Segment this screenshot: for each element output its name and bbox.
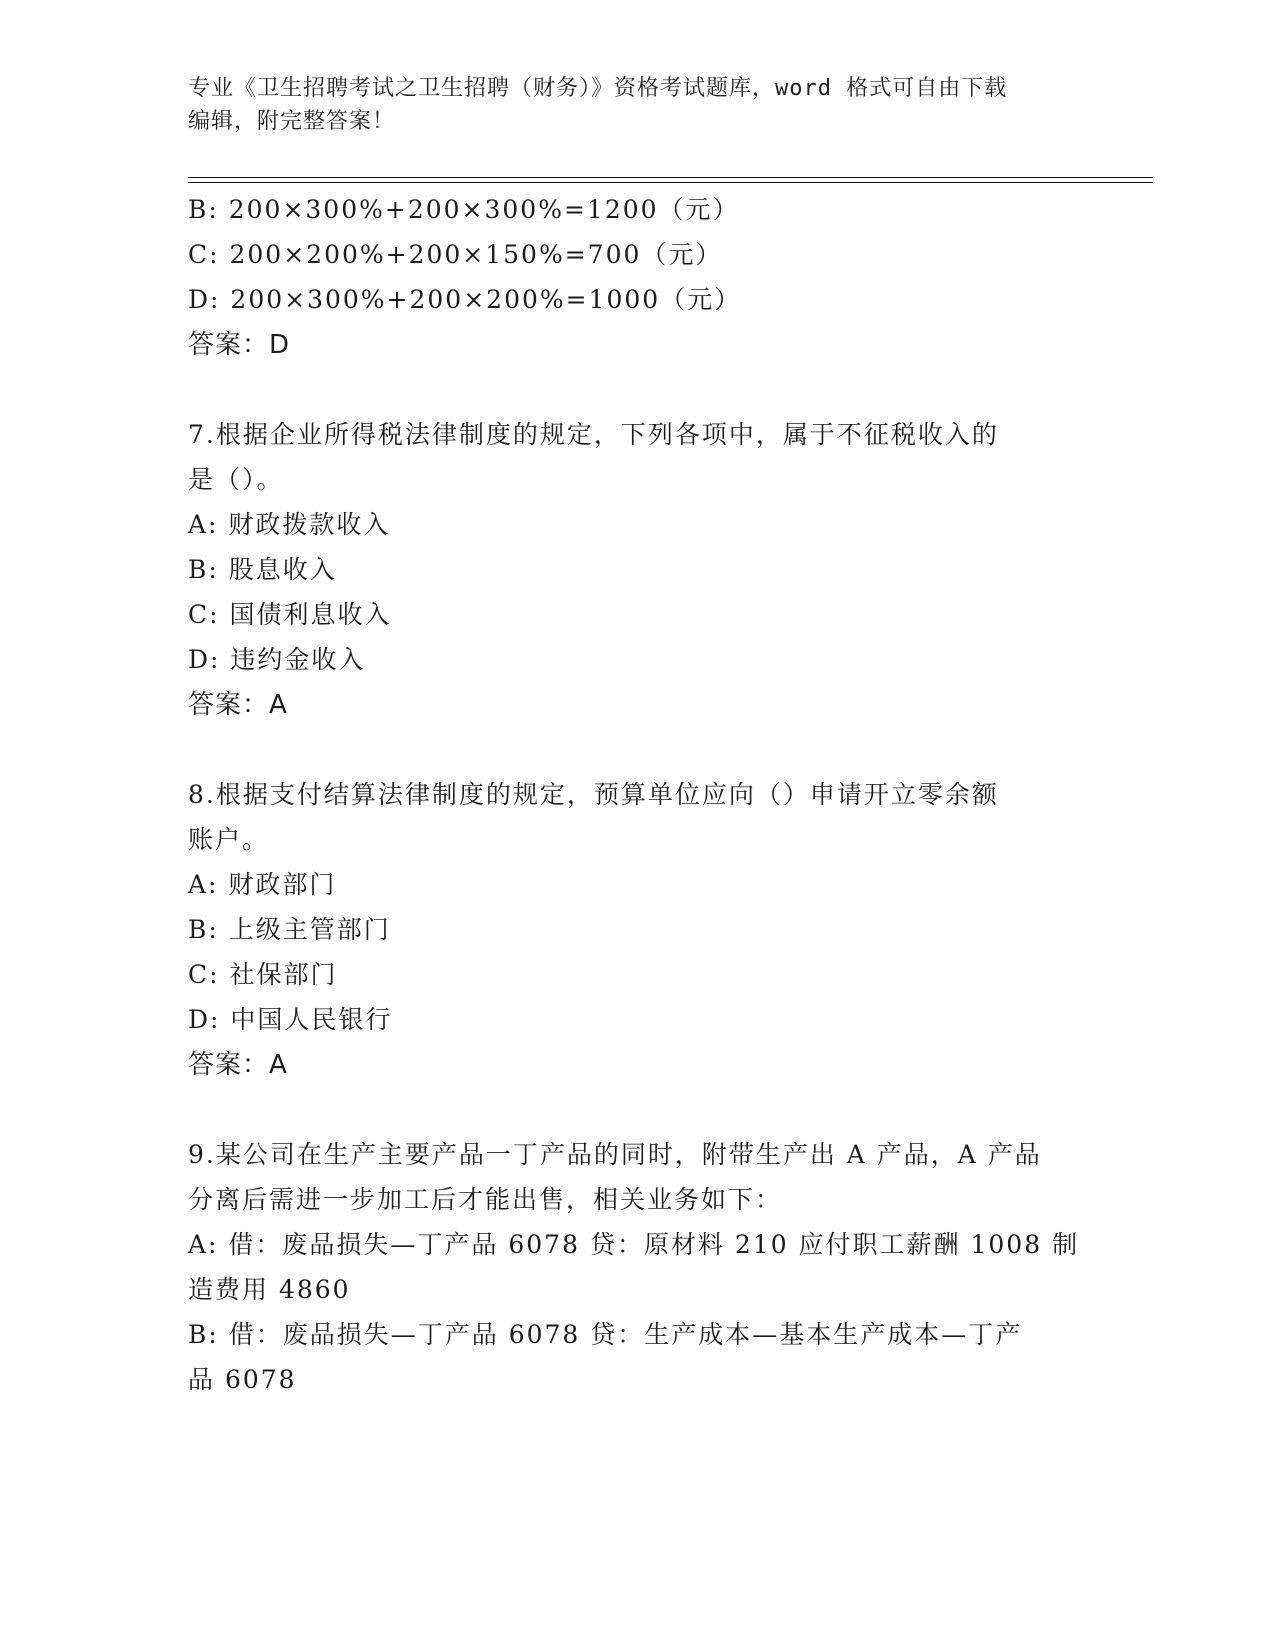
header-line-1: 专业《卫生招聘考试之卫生招聘（财务）》资格考试题库，word 格式可自由下载 — [188, 76, 1008, 101]
q8-option-a: A: 财政部门 — [188, 870, 337, 899]
q7-question-line-1: 7.根据企业所得税法律制度的规定，下列各项中，属于不征税收入的 — [188, 420, 999, 449]
header-divider-bottom — [188, 182, 1153, 183]
q8-answer: 答案：A — [188, 1050, 288, 1080]
document-header — [188, 72, 1068, 138]
q9-option-a-line-1: A: 借：废品损失—丁产品 6078 贷：原材料 210 应付职工薪酬 1008 制 — [188, 1230, 1080, 1259]
q9-option-b-line-2: 品 6078 — [188, 1365, 297, 1394]
q9-option-b-line-1: B: 借：废品损失—丁产品 6078 贷：生产成本—基本生产成本—丁产 — [188, 1320, 1023, 1349]
q8-option-b: B: 上级主管部门 — [188, 915, 391, 944]
q6-option-b: B: 200×300%+200×300%=1200（元） — [188, 195, 740, 224]
q7-option-b: B: 股息收入 — [188, 555, 337, 584]
q7-answer: 答案：A — [188, 690, 288, 720]
q8-option-c: C: 社保部门 — [188, 960, 338, 989]
q8-question-line-2: 账户。 — [188, 825, 270, 854]
q6-option-d: D: 200×300%+200×200%=1000（元） — [188, 285, 742, 314]
header-divider-top — [188, 177, 1153, 178]
header-line-2: 编辑，附完整答案！ — [188, 109, 396, 134]
q7-option-c: C: 国债利息收入 — [188, 600, 392, 629]
q7-option-d: D: 违约金收入 — [188, 645, 366, 674]
q8-question-line-1: 8.根据支付结算法律制度的规定，预算单位应向（）申请开立零余额 — [188, 780, 999, 809]
q7-question-line-2: 是（）。 — [188, 465, 284, 494]
q6-option-c: C: 200×200%+200×150%=700（元） — [188, 240, 723, 269]
q9-option-a-line-2: 造费用 4860 — [188, 1275, 351, 1304]
q9-question-line-1: 9.某公司在生产主要产品一丁产品的同时，附带生产出 A 产品，A 产品 — [188, 1140, 1042, 1169]
q8-option-d: D: 中国人民银行 — [188, 1005, 393, 1034]
q7-option-a: A: 财政拨款收入 — [188, 510, 391, 539]
q9-question-line-2: 分离后需进一步加工后才能出售，相关业务如下： — [188, 1185, 783, 1214]
q6-answer: 答案：D — [188, 330, 291, 360]
